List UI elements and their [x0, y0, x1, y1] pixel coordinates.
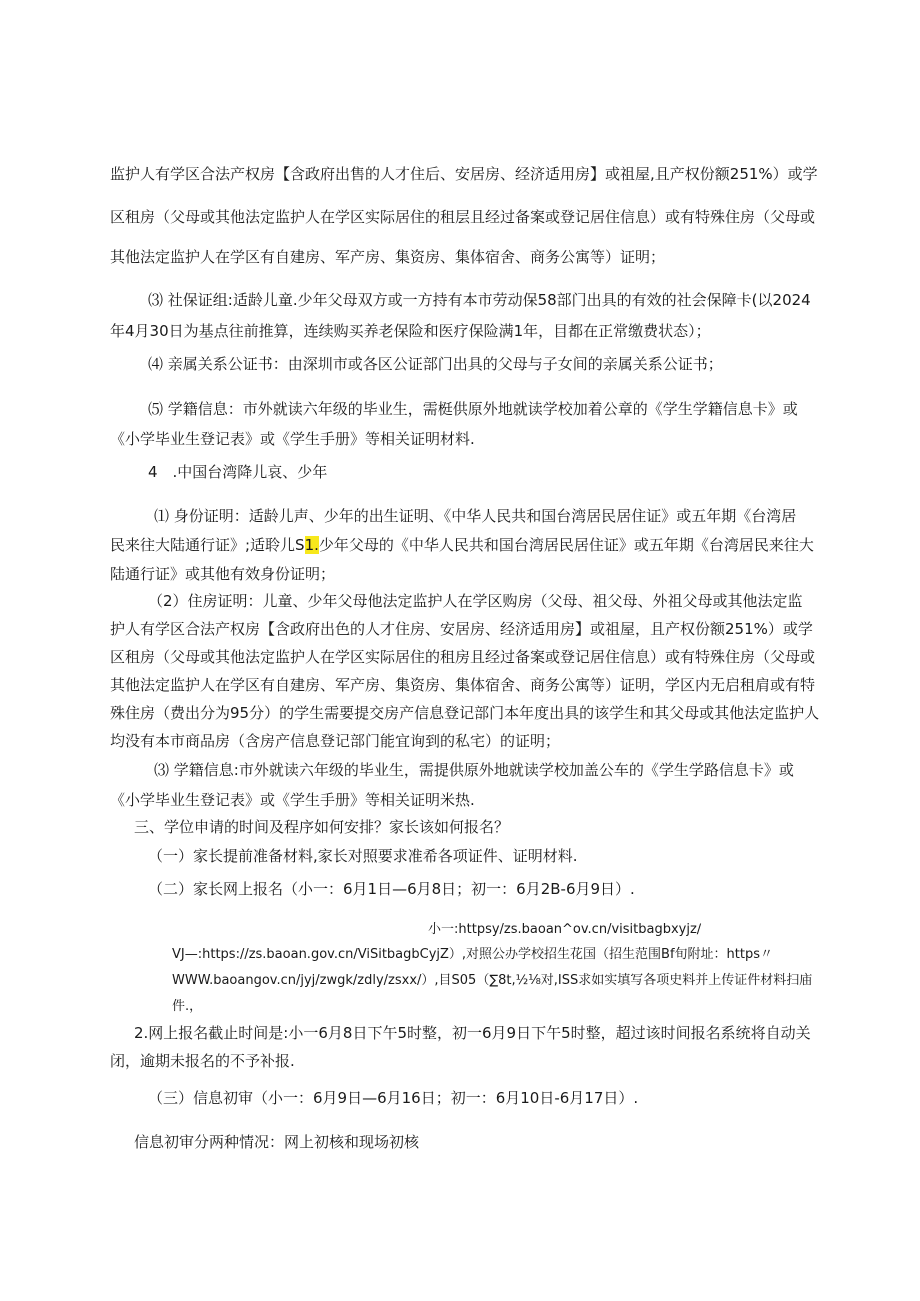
url-line: VJ—:https://zs.baoan.gov.cn/ViSitbagbCyjZ）,对照公办学校招生花国（招生范围Bf旬附址：https〃 — [172, 947, 774, 962]
text-line: 信息初审分两种情况：网上初核和现场初核 — [134, 1133, 420, 1151]
text-line: 陆通行证》或其他有效身份证明； — [110, 565, 336, 583]
text-line: ⑸ 学籍信息：市外就读六年级的毕业生，需梃供原外地就读学校加着公章的《学生学籍信息卡》或 — [148, 400, 798, 418]
text-line: 《小学毕业生登记表》或《学生手册》等相关证明材料. — [110, 430, 475, 448]
highlighted-text: 1. — [304, 536, 319, 554]
text-line: （二）家长网上报名（小一：6月1日—6月8日；初一：6月2B-6月9日）. — [148, 880, 635, 898]
text-line: 殊住房（费出分为95分）的学生需要提交房产信息登记部门本年度出具的该学生和其父母或其他法定监护人 — [110, 704, 820, 722]
text-line: ⑶ 学籍信息:市外就读六年级的毕业生，需提供原外地就读学校加盖公车的《学生学路信息卡》或 — [154, 761, 794, 779]
text-line: 区租房（父母或其他法定监护人在学区实际居住的租层且经过备案或登记居住信息）或有特殊住房（父母或 — [110, 208, 816, 226]
text-line: 件.， — [172, 999, 203, 1014]
text-line: 其他法定监护人在学区有自建房、军产房、集资房、集体宿舍、商务公寓等）证明，学区内无启租肩或有特 — [110, 676, 816, 694]
text-line: ⑴ 身份证明：适龄儿声、少年的出生证明、《中华人民共和国台湾居民居住证》或五年期《台湾居 — [154, 507, 797, 525]
url-line: WWW.baoangov.cn/jyj/zwgk/zdly/zsxx/）,目S05（∑8t,½⅛对,ISS求如实填写各项史料并上传证件材料扫庙 — [172, 973, 813, 988]
text-line: （三）信息初审（小一：6月9日—6月16日；初一：6月10日-6月17日）. — [148, 1089, 639, 1107]
text-line: ⑷ 亲属关系公证书：由深圳市或各区公证部门出具的父母与子女间的亲属关系公证书； — [148, 355, 723, 373]
text-line: 年4月30日为基点往前推算，连续购买养老保险和医疗保险满1年，目都在正常缴费状态）； — [110, 322, 711, 340]
section-heading: 三、学位申请的时间及程序如何安排？家长该如何报名？ — [134, 818, 510, 836]
text-segment: 民来往大陆通行证》;适聆儿S — [110, 536, 305, 554]
text-line: （一）家长提前准备材料,家长对照要求准希各项证件、证明材料. — [148, 847, 578, 865]
text-line: 闭，逾期未报名的不予补报. — [110, 1052, 295, 1070]
url-line: 小一:httpsy/zs.baoan^ov.cn/visitbagbxyjz∕ — [428, 922, 702, 937]
text-line: 均没有本市商品房（含房产信息登记部门能宜询到的私宅）的证明； — [110, 732, 561, 750]
text-line: 区租房（父母或其他法定监护人在学区实际居住的租房且经过备案或登记居住信息）或有特殊住房（父母或 — [110, 648, 816, 666]
text-line: （2）住房证明：儿童、少年父母他法定监护人在学区购房（父母、祖父母、外祖父母或其他法定监 — [148, 592, 803, 610]
text-line — [110, 534, 814, 555]
text-line: 监护人有学区合法产权房【含政府出售的人才住后、安居房、经济适用房】或祖屋,且产权份额251%）或学 — [110, 165, 818, 183]
section-heading: 4 .中国台湾降儿哀、少年 — [148, 463, 328, 481]
text-line: 《小学毕业生登记表》或《学生手册》等相关证明米热. — [110, 791, 475, 809]
text-line: ⑶ 社保证组:适龄儿童.少年父母双方或一方持有本市劳动保58部门出具的有效的社会保障卡(以2024 — [148, 291, 811, 309]
text-line: 其他法定监护人在学区有自建房、军产房、集资房、集体宿舍、商务公寓等）证明； — [110, 248, 666, 266]
text-line: 护人有学区合法产权房【含政府出色的人才住房、安居房、经济适用房】或祖屋，且产权份额251%）或学 — [110, 620, 813, 638]
text-segment: 少年父母的《中华人民共和国台湾居民居住证》或五年期《台湾居民来往大 — [318, 536, 814, 554]
text-line: 2.网上报名截止时间是:小一6月8日下午5时整，初一6月9日下午5时整，超过该时间报名系统将自动关 — [134, 1024, 811, 1042]
